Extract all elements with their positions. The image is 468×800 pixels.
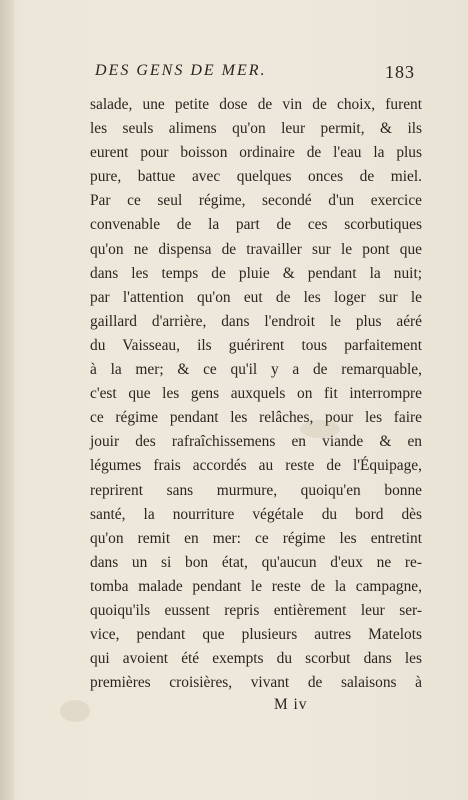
text-line: à la mer; & ce qu'il y a de remarquable, (90, 361, 422, 379)
text-line: dans les temps de pluie & pendant la nuit; (90, 264, 422, 282)
text-line: salade, une petite dose de vin de choix, furent (90, 96, 422, 113)
text-line: gaillard d'arrière, dans l'endroit le plus aéré (90, 312, 422, 330)
text-line: quoiqu'ils eussent repris entièrement leur ser- (90, 601, 422, 619)
text-line: par l'attention qu'on eut de les loger sur le (90, 288, 422, 306)
page-number: 183 (385, 62, 415, 82)
paper-stain (60, 700, 90, 722)
text-line: qu'on ne dispensa de travailler sur le pont que (90, 240, 422, 258)
text-line: jouir des rafraîchissemens en viande & en (90, 433, 422, 451)
text-line: pure, battue avec quelques onces de miel. (90, 168, 422, 186)
body-text (90, 93, 422, 695)
text-line: légumes frais accordés au reste de l'Équipage, (90, 457, 422, 475)
text-line: qui avoient été exempts du scorbut dans les (90, 650, 422, 668)
text-line: vice, pendant que plusieurs autres Matelots (90, 626, 422, 644)
text-line: santé, la nourriture végétale du bord dès (90, 505, 422, 523)
text-line: les seuls alimens qu'on leur permit, & ils (90, 120, 422, 138)
text-line: premières croisières, vivant de salaisons à (90, 674, 422, 692)
text-line: dans un si bon état, qu'aucun d'eux ne re- (90, 553, 422, 571)
signature-mark: M iv (274, 696, 308, 713)
page-gutter (0, 0, 14, 800)
running-title: DES GENS DE MER. (95, 62, 267, 79)
text-line: du Vaisseau, ils guérirent tous parfaitement (90, 336, 422, 354)
text-line: tomba malade pendant le reste de la campagne, (90, 577, 422, 595)
running-head (95, 62, 415, 88)
text-line: convenable de la part de ces scorbutiques (90, 216, 422, 234)
text-line: ce régime pendant les relâches, pour les faire (90, 409, 422, 427)
text-line: eurent pour boisson ordinaire de l'eau la plus (90, 144, 422, 162)
text-line: c'est que les gens auxquels on fit interrompre (90, 385, 422, 403)
text-line: Par ce seul régime, secondé d'un exercice (90, 192, 422, 210)
text-line: qu'on remit en mer: ce régime les entretint (90, 529, 422, 547)
text-line: reprirent sans murmure, quoiqu'en bonne (90, 481, 422, 499)
